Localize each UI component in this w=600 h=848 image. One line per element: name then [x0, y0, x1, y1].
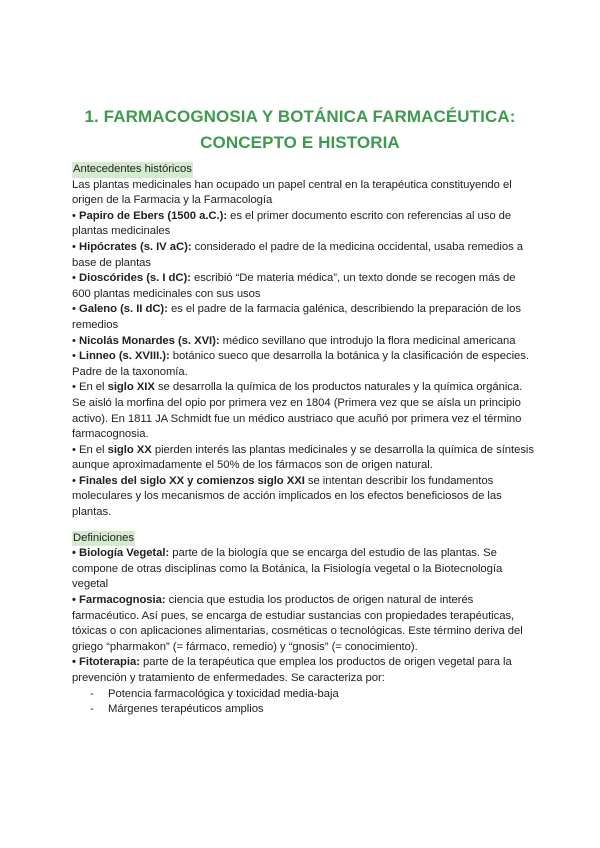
- section-definiciones: [72, 531, 534, 718]
- sub-list-item: [72, 687, 534, 703]
- sub-list: [72, 687, 534, 718]
- item-text: escribió “De materia médica”, un texto donde se recogen más de 600 plantas medicinales con sus usos: [72, 272, 516, 300]
- list-item: [72, 655, 534, 686]
- list-item: [72, 302, 534, 333]
- bullet: •: [72, 547, 79, 560]
- document-body: [72, 162, 534, 718]
- section-antecedentes: [72, 162, 534, 521]
- item-term: Dioscórides (s. I dC):: [79, 272, 191, 285]
- item-text: botánico sueco que desarrolla la botánica y la clasificación de especies. Padre de la taxonomía.: [72, 350, 529, 378]
- item-text: se intentan describir los fundamentos moleculares y los mecanismos de acción implicados en los efectos beneficiosos de las plantas.: [72, 474, 502, 519]
- sub-list-text: Potencia farmacológica y toxicidad media-baja: [108, 687, 339, 700]
- list-item: [72, 349, 534, 380]
- list-item-siglo-xix: [72, 380, 534, 442]
- item-term: Linneo (s. XVIII.):: [79, 350, 170, 363]
- item-term: Nicolás Monardes (s. XVI):: [79, 334, 220, 347]
- bullet: •: [72, 656, 79, 669]
- item-text: médico sevillano que introdujo la flora medicinal americana: [219, 334, 516, 347]
- item-term: siglo XIX: [107, 381, 155, 394]
- intro-paragraph: Las plantas medicinales han ocupado un papel central en la terapéutica constituyendo el origen de la Farmacia y la Farmacología: [72, 178, 512, 207]
- item-term: siglo XX: [107, 443, 152, 456]
- item-prefix: • En el: [72, 381, 108, 394]
- list-item: [72, 240, 534, 271]
- item-text: considerado el padre de la medicina occidental, usaba remedios a base de plantas: [72, 240, 524, 269]
- bullet: •: [72, 334, 79, 347]
- list-item-finales: [72, 474, 534, 521]
- dash-marker: -: [90, 687, 94, 700]
- list-item: [72, 271, 534, 302]
- item-text: ciencia que estudia los productos de origen natural de interés farmacéutico. Así pues, se encarga de estudiar sustancias con propiedades terapéuticas, tóxicas o con aplicaciones alimentarias, cosméticas o tecnológicas. Este término deriva del griego “pharmakon” (= fármaco, remedio) y “gnosis” (= conocimiento).: [72, 594, 523, 653]
- section-gap: [72, 521, 534, 531]
- section-heading-definiciones: Definiciones: [72, 531, 135, 547]
- item-term: Galeno (s. II dC):: [79, 303, 168, 316]
- item-term: Hipócrates (s. IV aC):: [79, 240, 192, 253]
- item-term: Farmacognosia:: [79, 594, 166, 607]
- title-line-1: 1. FARMACOGNOSIA Y BOTÁNICA FARMACÉUTICA:: [84, 107, 516, 126]
- item-text: es el padre de la farmacia galénica, describiendo la preparación de los remedios: [72, 303, 521, 331]
- item-term: Fitoterapia:: [79, 656, 140, 669]
- item-term: Papiro de Ebers (1500 a.C.):: [79, 209, 228, 222]
- list-item: [72, 334, 534, 350]
- item-text: parte de la terapéutica que emplea los productos de origen vegetal para la prevención y tratamiento de enfermedades. Se caracteriza por:: [72, 656, 512, 684]
- item-text: pierden interés las plantas medicinales y se desarrolla la química de síntesis aunque aproximadamente el 50% de los fármacos son de origen natural.: [72, 443, 534, 472]
- bullet: •: [72, 272, 79, 285]
- item-text: parte de la biología que se encarga del estudio de las plantas. Se compone de otras disciplinas como la Botánica, la Fisiología vegetal o la Biotecnología vegetal: [72, 547, 503, 591]
- bullet: •: [72, 209, 79, 222]
- sub-list-item: [72, 702, 534, 718]
- item-text: se desarrolla la química de los productos naturales y la química orgánica. Se aisló la morfina del opio por primera vez en 1804 (Primera vez que se aísla un principio activo). En 1811 JA Schmidt fue un médico austriaco que acuñó por primera vez el término farmacognosia.: [72, 381, 523, 441]
- item-term: Finales del siglo XX y comienzos siglo XXI: [79, 474, 305, 487]
- dash-marker: -: [90, 703, 94, 716]
- list-item: [72, 546, 534, 593]
- bullet: •: [72, 240, 79, 253]
- bullet: •: [72, 303, 79, 316]
- list-item: [72, 209, 534, 240]
- list-item-siglo-xx: [72, 443, 534, 474]
- title-line-2: CONCEPTO E HISTORIA: [200, 133, 400, 152]
- item-prefix: • En el: [72, 443, 108, 456]
- item-prefix: •: [72, 474, 79, 487]
- item-text: es el primer documento escrito con referencias al uso de plantas medicinales: [72, 209, 512, 238]
- item-term: Biología Vegetal:: [79, 547, 170, 560]
- sub-list-text: Márgenes terapéuticos amplios: [108, 703, 264, 716]
- bullet: •: [72, 594, 79, 607]
- bullet: •: [72, 350, 79, 363]
- page-title: [60, 104, 540, 156]
- list-item: [72, 593, 534, 655]
- section-heading-antecedentes: Antecedentes históricos: [72, 162, 193, 178]
